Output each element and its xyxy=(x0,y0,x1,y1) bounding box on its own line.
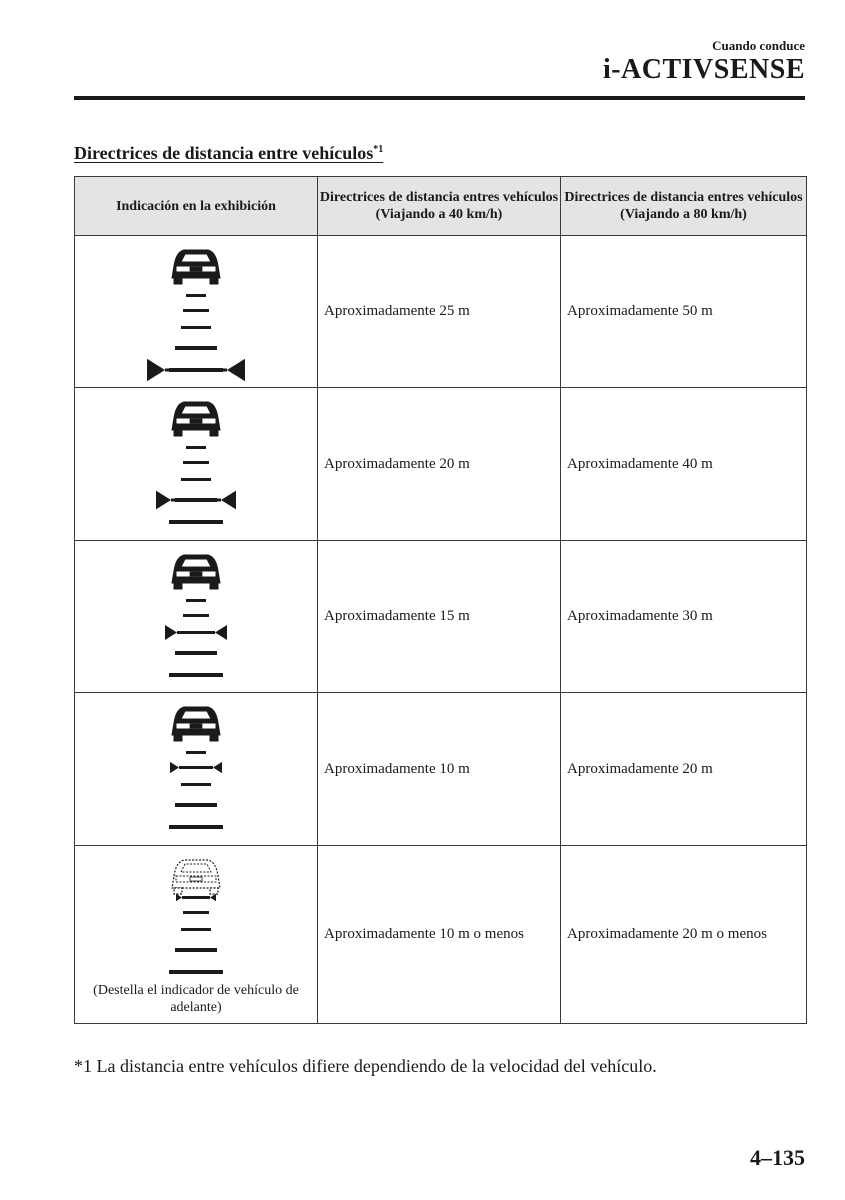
distance-marker-right xyxy=(213,762,222,773)
distance-40-cell: Aproximadamente 10 m xyxy=(318,693,561,846)
distance-bar xyxy=(186,446,206,449)
distance-bar xyxy=(181,326,211,329)
distance-indicator-level-2-icon xyxy=(141,547,251,687)
vehicle-ahead-icon xyxy=(172,402,220,436)
vehicle-ahead-icon xyxy=(172,707,220,741)
distance-marker-left xyxy=(176,893,182,901)
vehicle-ahead-icon xyxy=(172,555,220,589)
icon-cell xyxy=(75,541,318,693)
table-row xyxy=(75,388,807,541)
distance-bar xyxy=(175,803,217,807)
distance-40-cell: Aproximadamente 25 m xyxy=(318,236,561,388)
distance-marker-line xyxy=(171,499,221,502)
header-display-indication: Indicación en la exhibición xyxy=(75,177,318,236)
distance-marker-line xyxy=(177,631,215,634)
distance-bar xyxy=(169,673,223,677)
distance-marker-left xyxy=(170,762,179,773)
distance-indicator-level-3-icon xyxy=(141,394,251,534)
header-divider xyxy=(74,96,805,100)
distance-bar xyxy=(183,614,209,617)
table-header-row xyxy=(75,177,807,236)
distance-marker-right xyxy=(210,893,216,901)
distance-marker-line xyxy=(179,766,213,769)
distance-indicator-level-4-icon xyxy=(141,242,251,382)
distance-bar xyxy=(183,309,209,312)
distance-bar xyxy=(181,783,211,786)
header-distance-80: Directrices de distancia entres vehículos (Viajando a 80 km/h) xyxy=(561,177,807,236)
table-row xyxy=(75,541,807,693)
vehicle-ahead-icon xyxy=(172,250,220,284)
distance-bar xyxy=(186,599,206,602)
header-distance-40: Directrices de distancia entres vehículos (Viajando a 40 km/h) xyxy=(318,177,561,236)
distance-bar xyxy=(175,346,217,350)
distance-marker-right xyxy=(215,625,227,640)
footnote: *1 La distancia entre vehículos difiere dependiendo de la velocidad del vehículo. xyxy=(74,1056,657,1076)
icon-cell xyxy=(75,388,318,541)
distance-80-cell: Aproximadamente 40 m xyxy=(561,388,807,541)
distance-marker-right xyxy=(221,491,236,510)
distance-bar xyxy=(169,825,223,829)
distance-marker-left xyxy=(147,358,165,381)
icon-cell xyxy=(75,846,318,1024)
section-title xyxy=(74,143,383,164)
distance-40-cell: Aproximadamente 10 m o menos xyxy=(318,846,561,1024)
table-row xyxy=(75,693,807,846)
distance-bar xyxy=(169,520,223,524)
distance-80-cell: Aproximadamente 20 m o menos xyxy=(561,846,807,1024)
page-number: 4–135 xyxy=(750,1145,805,1170)
vehicle-ahead-flashing-icon xyxy=(172,860,220,894)
distance-marker-right xyxy=(227,358,245,381)
distance-80-cell: Aproximadamente 20 m xyxy=(561,693,807,846)
flashing-caption: (Destella el indicador de vehículo de adelante) xyxy=(93,982,299,1015)
distance-marker-line xyxy=(165,368,227,371)
chapter-subtitle: Cuando conduce xyxy=(712,38,805,53)
distance-bar xyxy=(181,478,211,481)
icon-cell xyxy=(75,236,318,388)
table-row xyxy=(75,236,807,388)
distance-40-cell: Aproximadamente 15 m xyxy=(318,541,561,693)
distance-marker-left xyxy=(156,491,171,510)
distance-80-cell: Aproximadamente 30 m xyxy=(561,541,807,693)
distance-bar xyxy=(183,911,209,914)
distance-bar xyxy=(175,948,217,952)
footnote-marker: *1 xyxy=(373,144,384,155)
chapter-title: i-ACTIVSENSE xyxy=(602,54,805,85)
distance-indicator-flashing-icon xyxy=(141,852,251,982)
distance-bar xyxy=(186,751,206,754)
section-title-text: Directrices de distancia entre vehículos xyxy=(74,143,374,163)
distance-bar xyxy=(175,651,217,655)
distance-40-cell: Aproximadamente 20 m xyxy=(318,388,561,541)
distance-table xyxy=(74,176,807,1024)
table-row xyxy=(75,846,807,1024)
distance-bar xyxy=(181,928,211,931)
distance-marker-line xyxy=(182,896,210,899)
distance-bar xyxy=(183,461,209,464)
distance-80-cell: Aproximadamente 50 m xyxy=(561,236,807,388)
icon-cell xyxy=(75,693,318,846)
distance-bar xyxy=(169,970,223,974)
distance-indicator-level-1-icon xyxy=(141,699,251,839)
distance-bar xyxy=(186,294,206,297)
distance-marker-left xyxy=(165,625,177,640)
